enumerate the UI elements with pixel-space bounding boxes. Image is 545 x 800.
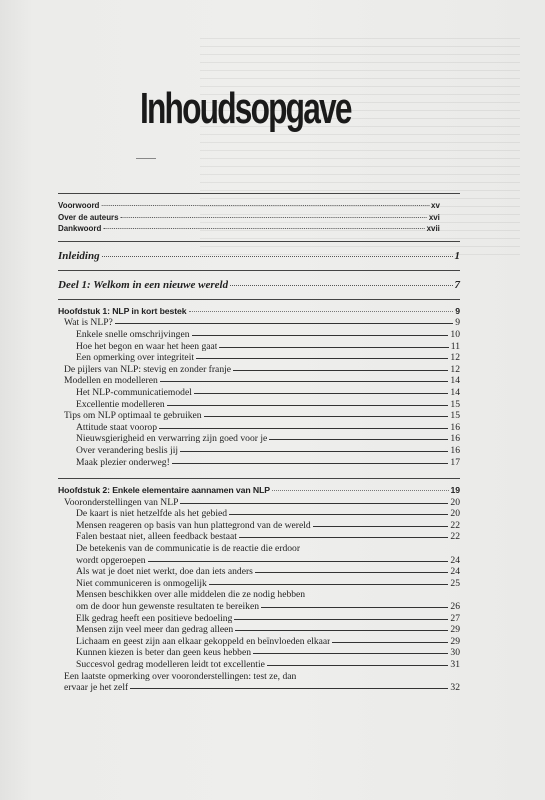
toc-entry-title: Als wat je doet niet werkt, doe dan iets anders [76, 566, 253, 578]
table-of-contents [58, 193, 460, 694]
leader-dots [230, 285, 452, 286]
toc-entry[interactable] [58, 508, 460, 520]
toc-entry-page: 27 [450, 612, 460, 624]
leader-line [229, 514, 448, 515]
toc-entry-title: Wat is NLP? [64, 317, 113, 329]
leader-line [130, 688, 448, 689]
leader-line [233, 370, 448, 371]
leader-line [313, 526, 449, 527]
toc-entry-voorwoord[interactable] [58, 200, 440, 212]
toc-entry[interactable] [58, 422, 460, 434]
toc-entry-title: Mensen reageren op basis van hun plattegrond van de wereld [76, 519, 311, 531]
chapter-1-entries [58, 317, 460, 468]
leader-line [255, 572, 449, 573]
toc-entry-page: 1 [454, 249, 460, 262]
toc-entry-title: ervaar je het zelf [64, 682, 129, 694]
toc-entry-page: 24 [450, 566, 460, 578]
toc-entry[interactable] [58, 647, 460, 659]
toc-entry-page: 12 [450, 352, 460, 364]
toc-entry-page: 9 [455, 317, 460, 329]
toc-entry[interactable] [58, 497, 460, 509]
toc-entry-page: 11 [450, 340, 460, 352]
leader-line [180, 503, 448, 504]
toc-entry[interactable] [58, 387, 460, 399]
chapter-2-entries [58, 497, 460, 694]
toc-entry-page: 14 [450, 386, 460, 398]
toc-entry-page: 7 [454, 278, 460, 291]
leader-line [194, 393, 449, 394]
toc-entry[interactable] [58, 433, 460, 445]
toc-entry-page: 26 [450, 601, 460, 613]
leader-line [192, 335, 449, 336]
toc-entry-title: Nieuwsgierigheid en verwarring zijn goed voor je [76, 433, 268, 445]
toc-entry-title: Falen bestaat niet, alleen feedback bestaat [76, 531, 237, 543]
toc-entry[interactable] [58, 364, 460, 376]
toc-entry-title: Mensen beschikken over alle middelen die ze nodig hebben [76, 589, 306, 601]
toc-entry-page: 15 [450, 410, 460, 422]
toc-entry-page: 22 [450, 531, 460, 543]
toc-entry-page: 20 [450, 496, 460, 508]
toc-entry-page: 16 [450, 421, 460, 433]
toc-entry-page: 29 [450, 624, 460, 636]
toc-entry[interactable] [58, 341, 460, 353]
toc-entry-title: De betekenis van de communicatie is de reactie die erdoor [76, 543, 301, 555]
leader-line [267, 665, 449, 666]
toc-entry[interactable] [58, 531, 460, 543]
toc-entry[interactable] [58, 682, 460, 694]
leader-line [204, 416, 449, 417]
leader-dots [120, 217, 426, 218]
toc-entry-title: Attitude staat voorop [76, 421, 157, 433]
toc-entry-title: Een opmerking over integriteit [76, 352, 195, 364]
toc-entry-title: Kunnen kiezen is beter dan geen keus hebben [76, 647, 252, 659]
toc-entry-title: wordt opgeroepen [76, 554, 146, 566]
toc-entry-page: 31 [450, 659, 460, 670]
toc-entry-title: Over verandering beslis jij [76, 444, 179, 456]
toc-entry-page: 9 [455, 305, 460, 316]
toc-entry-title: Maak plezier onderweg! [76, 456, 170, 468]
toc-entry[interactable] [58, 636, 460, 648]
page-title: Inhoudsopgave [140, 84, 351, 133]
toc-entry-page: 20 [450, 508, 460, 520]
toc-entry-page: 16 [450, 444, 460, 456]
leader-line [115, 323, 453, 324]
toc-entry-page: 12 [450, 363, 460, 375]
toc-entry-page: 10 [450, 328, 460, 340]
toc-entry-title: Modellen en modelleren [64, 375, 158, 387]
toc-chapter-2[interactable] [58, 485, 460, 497]
toc-entry-page: 32 [450, 682, 460, 694]
toc-entry-title: om de door hun gewenste resultaten te bereiken [76, 601, 260, 613]
toc-entry[interactable] [58, 589, 460, 601]
toc-entry[interactable] [58, 671, 460, 683]
toc-entry-title: De pijlers van NLP: stevig en zonder franje [64, 363, 232, 375]
toc-entry[interactable] [58, 578, 460, 590]
leader-line [239, 537, 449, 538]
toc-entry-title: De kaart is niet hetzelfde als het gebied [76, 508, 228, 520]
toc-entry-page: 17 [450, 456, 460, 468]
toc-entry[interactable] [58, 352, 460, 364]
toc-entry-title: Hoofdstuk 1: NLP in kort bestek [58, 305, 187, 316]
toc-entry-page: 22 [450, 519, 460, 531]
toc-entry[interactable] [58, 613, 460, 625]
toc-entry-title: Voorwoord [58, 200, 100, 210]
toc-entry-page: xvii [426, 223, 440, 234]
leader-line [269, 439, 448, 440]
toc-entry-title: Een laatste opmerking over vooronderstellingen: test ze, dan [64, 670, 297, 682]
toc-entry-title: Hoofdstuk 2: Enkele elementaire aannamen van NLP [58, 485, 270, 496]
toc-entry-page: 14 [450, 375, 460, 387]
toc-entry-title: Tips om NLP optimaal te gebruiken [64, 410, 202, 422]
leader-line [196, 358, 448, 359]
toc-entry[interactable] [58, 543, 460, 555]
toc-entry-page: 30 [450, 647, 460, 659]
toc-entry[interactable] [58, 410, 460, 422]
toc-entry[interactable] [58, 375, 460, 387]
toc-entry-title: Hoe het begon en waar het heen gaat [76, 340, 218, 352]
toc-entry-inleiding[interactable] [58, 248, 460, 264]
leader-line [160, 381, 449, 382]
toc-entry-title: Inleiding [58, 249, 100, 262]
toc-entry-title: Enkele snelle omschrijvingen [76, 328, 190, 340]
toc-entry[interactable] [58, 555, 460, 567]
leader-dots [103, 228, 424, 229]
toc-entry-title: Deel 1: Welkom in een nieuwe wereld [58, 278, 229, 291]
leader-dots [189, 311, 454, 312]
title-rule [136, 158, 156, 159]
toc-entry-title: Vooronderstellingen van NLP [64, 496, 179, 508]
toc-entry-page: 19 [450, 485, 460, 496]
toc-entry-page: xvi [428, 211, 440, 222]
toc-entry[interactable] [58, 445, 460, 457]
toc-entry-title: Dankwoord [58, 223, 102, 234]
leader-line [253, 653, 448, 654]
leader-line [148, 561, 449, 562]
toc-entry-title: Mensen zijn veel meer dan gedrag alleen [76, 624, 234, 636]
toc-entry-title: Over de auteurs [58, 211, 119, 222]
toc-entry-title: Lichaam en geest zijn aan elkaar gekoppeld en beïnvloeden elkaar [76, 635, 331, 647]
toc-entry-page: 29 [450, 635, 460, 647]
leader-line [209, 584, 449, 585]
toc-entry[interactable] [58, 457, 460, 469]
toc-entry-over-de-auteurs[interactable] [58, 212, 440, 224]
toc-entry-title: Het NLP-communicatiemodel [76, 386, 192, 398]
toc-entry-title: Succesvol gedrag modelleren leidt tot excellentie [76, 659, 265, 670]
leader-line [172, 463, 449, 464]
toc-entry-page: 16 [450, 433, 460, 445]
toc-entry[interactable] [58, 566, 460, 578]
toc-entry-page: 15 [450, 398, 460, 410]
toc-entry[interactable] [58, 601, 460, 613]
toc-entry-title: Elk gedrag heeft een positieve bedoeling [76, 612, 233, 624]
toc-entry-deel-1[interactable] [58, 277, 460, 293]
leader-line [332, 642, 448, 643]
leader-line [180, 451, 448, 452]
leader-line [159, 428, 448, 429]
toc-entry-dankwoord[interactable] [58, 223, 440, 235]
toc-entry-page: xv [431, 200, 440, 210]
toc-entry[interactable] [58, 317, 460, 329]
leader-line [235, 630, 448, 631]
toc-chapter-1[interactable] [58, 306, 460, 318]
leader-dots [272, 490, 449, 491]
toc-entry[interactable] [58, 624, 460, 636]
toc-entry-title: Niet communiceren is onmogelijk [76, 577, 207, 589]
leader-line [219, 347, 448, 348]
toc-entry[interactable] [58, 659, 460, 671]
toc-entry-page: 24 [450, 554, 460, 566]
toc-entry-title: Excellentie modelleren [76, 398, 165, 410]
leader-line [167, 405, 449, 406]
toc-entry[interactable] [58, 399, 460, 411]
toc-entry[interactable] [58, 520, 460, 532]
leader-dots [101, 205, 429, 206]
leader-line [261, 607, 448, 608]
toc-entry[interactable] [58, 329, 460, 341]
toc-entry-page: 25 [450, 577, 460, 589]
leader-dots [102, 256, 453, 257]
leader-line [234, 619, 448, 620]
